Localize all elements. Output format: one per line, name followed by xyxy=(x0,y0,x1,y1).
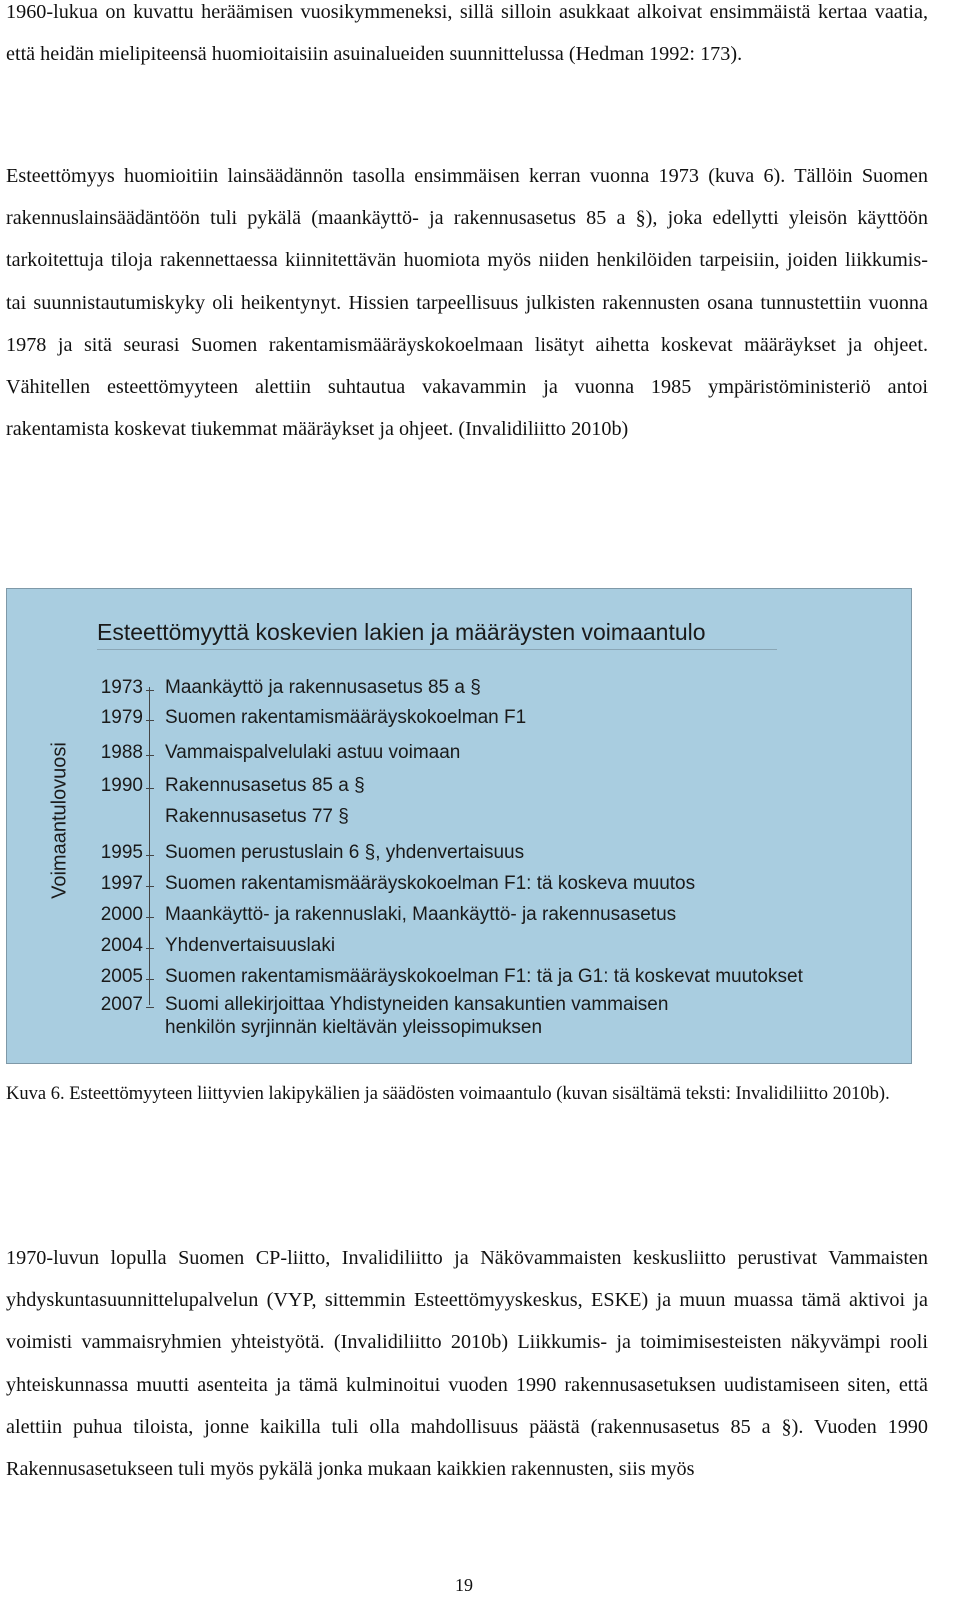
timeline-tick xyxy=(146,690,154,691)
timeline-tick xyxy=(146,948,154,949)
timeline-event: Maankäyttö ja rakennusasetus 85 a § xyxy=(165,677,481,698)
paragraph-organizations: 1970-luvun lopulla Suomen CP-liitto, Invalidiliitto ja Näkövammaisten keskusliitto perustivat Vammaisten yhdyskuntasuunnittelupalvelun (VYP, sittemmin Esteettömyyskeskus, ESKE) ja muun muassa tämä aktivoi ja voimisti vammaisryhmien yhteistyötä. (Invalidiliitto 2010b) Liikkumis- ja toimimisesteisten näkyvämpi rooli yhteiskunnassa muutti asenteita ja tämä kulminoitui vuoden 1990 rakennusasetuksen uudistamiseen siten, että alettiin puhua tiloista, jonne kaikilla tuli olla mahdollisuus päästä (rakennusasetus 85 a §). Vuoden 1990 Rakennusasetukseen tuli myös pykälä jonka mukaan kaikkien rakennusten, siis myös xyxy=(6,1247,928,1481)
timeline-event: Suomi allekirjoittaa Yhdistyneiden kansakuntien vammaisen xyxy=(165,994,669,1015)
timeline-year: 1997 xyxy=(100,873,143,894)
timeline-event: Suomen perustuslain 6 §, yhdenvertaisuus xyxy=(165,842,525,863)
page-number: 19 xyxy=(455,1575,473,1595)
timeline-year: 1988 xyxy=(100,742,143,763)
timeline-event: Suomen rakentamismääräyskokoelman F1: tä koskeva muutos xyxy=(165,873,696,894)
timeline-year: 1979 xyxy=(100,707,143,728)
timeline-event: Suomen rakentamismääräyskokoelman F1 xyxy=(165,707,527,728)
timeline-year: 1973 xyxy=(100,677,143,698)
timeline-tick xyxy=(146,755,154,756)
timeline-event: Suomen rakentamismääräyskokoelman F1: tä ja G1: tä koskevat muutokset xyxy=(165,966,803,987)
timeline-event: henkilön syrjinnän kieltävän yleissopimuksen xyxy=(165,1017,543,1038)
timeline-year: 1995 xyxy=(100,842,143,863)
figure-timeline xyxy=(6,588,912,1064)
timeline-event: Vammaispalvelulaki astuu voimaan xyxy=(165,742,461,763)
timeline-axis xyxy=(149,687,150,1005)
figure-caption: Kuva 6. Esteettömyyteen liittyvien lakipykälien ja säädösten voimaantulo (kuvan sisältämä teksti: Invalidiliitto 2010b). xyxy=(6,1084,890,1104)
timeline-year: 2007 xyxy=(100,994,143,1015)
timeline-year: 2000 xyxy=(100,904,143,925)
figure-title-rule xyxy=(97,649,777,650)
timeline-tick xyxy=(146,1007,154,1008)
timeline-year: 2005 xyxy=(100,966,143,987)
paragraph-legislation: Esteettömyys huomioitiin lainsäädännön tasolla ensimmäisen kerran vuonna 1973 (kuva 6). Tällöin Suomen rakennuslainsäädäntöön tuli pykälä (maankäyttö- ja rakennusasetus 85 a §), joka edellytti yleisön käyttöön tarkoitettuja tiloja rakennettaessa kiinnitettävän huomiota myös niiden henkilöiden tarpeisiin, joiden liikkumis- tai suunnistautumiskyky oli heikentynyt. Hissien tarpeellisuus julkisten rakennusten osana tunnustettiin vuonna 1978 ja sitä seurasi Suomen rakentamismääräyskokoelmaan lisätyt aihetta koskevat määräykset ja ohjeet. Vähitellen esteettömyyteen alettiin suhtautua vakavammin ja vuonna 1985 ympäristöministeriö antoi rakentamista koskevat tiukemmat määräykset ja ohjeet. (Invalidiliitto 2010b) xyxy=(6,165,928,441)
axis-label: Voimaantulovuosi xyxy=(48,742,71,899)
paragraph-intro: 1960-lukua on kuvattu heräämisen vuosikymmeneksi, sillä silloin asukkaat alkoivat ensimmäistä kertaa vaatia, että heidän mielipiteensä huomioitaisiin asuinalueiden suunnittelussa (Hedman 1992: 173). xyxy=(6,1,928,66)
timeline-tick xyxy=(146,855,154,856)
timeline-year: 2004 xyxy=(100,935,143,956)
timeline-event: Maankäyttö- ja rakennuslaki, Maankäyttö- ja rakennusasetus xyxy=(165,904,677,925)
timeline-tick xyxy=(146,720,154,721)
timeline-tick xyxy=(146,979,154,980)
timeline-tick xyxy=(146,886,154,887)
timeline-event: Rakennusasetus 85 a § xyxy=(165,775,365,796)
timeline-tick xyxy=(146,788,154,789)
figure-title: Esteettömyyttä koskevien lakien ja määräysten voimaantulo xyxy=(97,619,706,645)
timeline-tick xyxy=(146,917,154,918)
timeline-event: Rakennusasetus 77 § xyxy=(165,806,349,827)
timeline-event: Yhdenvertaisuuslaki xyxy=(165,935,336,956)
timeline-year: 1990 xyxy=(100,775,143,796)
